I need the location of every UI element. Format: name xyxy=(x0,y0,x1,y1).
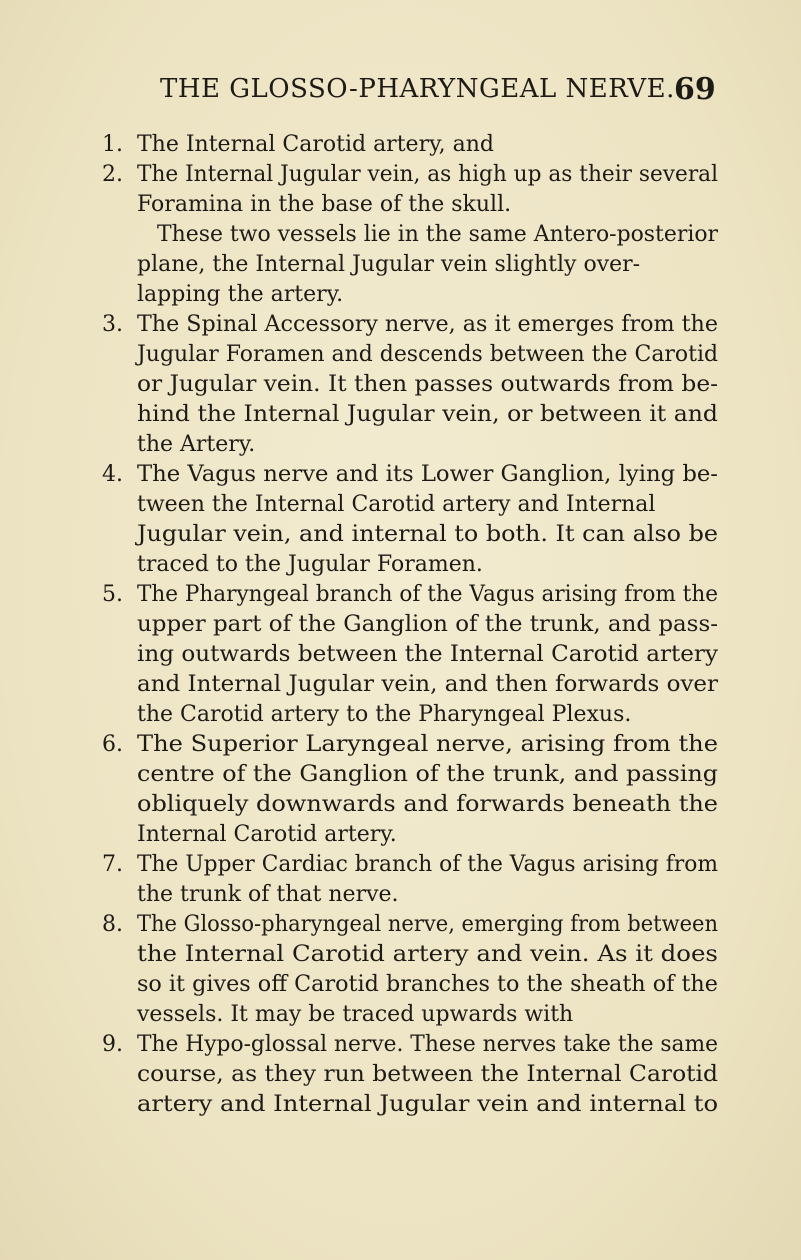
list-item-line: The Glosso-pharyngeal nerve, emerging from between xyxy=(137,912,718,937)
page-header xyxy=(0,74,801,114)
list-item-line: Jugular Foramen and descends between the Carotid xyxy=(137,342,719,367)
list-item-line: or Jugular vein. It then passes outwards from be- xyxy=(137,372,719,397)
list-item-line: ing outwards between the Internal Carotid artery xyxy=(137,642,719,667)
list-item-line: obliquely downwards and forwards beneath the xyxy=(137,792,718,817)
list-item-line: Jugular vein, and internal to both. It can also be xyxy=(137,522,718,547)
page-number: 69 xyxy=(674,72,716,107)
list-item-number: 4. xyxy=(102,462,123,487)
running-head: THE GLOSSO-PHARYNGEAL NERVE. xyxy=(160,74,675,104)
list-item-number: 5. xyxy=(102,582,123,607)
list-item-line: the Artery. xyxy=(137,432,256,457)
list-item-line: The Superior Laryngeal nerve, arising from the xyxy=(137,732,718,757)
list-item-number: 6. xyxy=(102,732,123,757)
list-item-number: 3. xyxy=(102,312,123,337)
list-item-line: and Internal Jugular vein, and then forwards over xyxy=(137,672,719,697)
list-item-line: The Spinal Accessory nerve, as it emerges from the xyxy=(137,312,718,337)
list-item-line: artery and Internal Jugular vein and internal to xyxy=(137,1092,719,1117)
list-item-line: Foramina in the base of the skull. xyxy=(137,192,512,217)
list-item-line: traced to the Jugular Foramen. xyxy=(137,552,483,577)
list-item-number: 9. xyxy=(102,1032,123,1057)
list-item-line: The Pharyngeal branch of the Vagus arising from the xyxy=(137,582,719,607)
list-item-line: The Hypo-glossal nerve. These nerves take the same xyxy=(137,1032,718,1057)
list-item-number: 1. xyxy=(102,132,123,157)
list-item-line: The Internal Jugular vein, as high up as their several xyxy=(137,162,719,187)
list-item-line: the Internal Carotid artery and vein. As it does xyxy=(137,942,718,967)
list-item-line: the trunk of that nerve. xyxy=(137,882,399,907)
list-item-line: The Upper Cardiac branch of the Vagus arising from xyxy=(137,852,719,877)
list-item-line: so it gives off Carotid branches to the sheath of the xyxy=(137,972,718,997)
list-item-line: hind the Internal Jugular vein, or between it and xyxy=(137,402,719,427)
list-item-line: Internal Carotid artery. xyxy=(137,822,397,847)
list-item-line: lapping the artery. xyxy=(137,282,344,307)
list-item-number: 8. xyxy=(102,912,123,937)
list-item-line: upper part of the Ganglion of the trunk, and pass- xyxy=(137,612,718,637)
list-item-number: 7. xyxy=(102,852,123,877)
list-item-line: centre of the Ganglion of the trunk, and passing xyxy=(137,762,718,787)
list-item-line: the Carotid artery to the Pharyngeal Plexus. xyxy=(137,702,632,727)
list-item-line: vessels. It may be traced upwards with xyxy=(137,1002,574,1027)
list-item-line: course, as they run between the Internal Carotid xyxy=(137,1062,719,1087)
list-item-line: The Vagus nerve and its Lower Ganglion, lying be- xyxy=(137,462,718,487)
list-item-line: plane, the Internal Jugular vein slightly over- xyxy=(137,252,641,277)
list-item-line: The Internal Carotid artery, and xyxy=(137,132,494,157)
list-item-line: tween the Internal Carotid artery and Internal xyxy=(137,492,656,517)
list-item-line: These two vessels lie in the same Antero-posterior xyxy=(157,222,719,247)
list-item-number: 2. xyxy=(102,162,123,187)
